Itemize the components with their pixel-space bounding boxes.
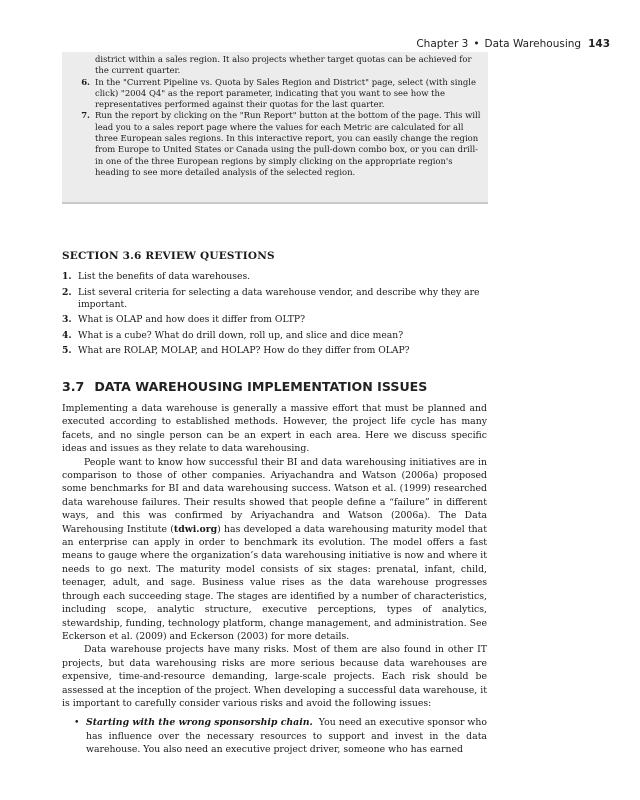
question-text: What is OLAP and how does it differ from OLTP? (78, 314, 306, 325)
question-text: What is a cube? What do drill down, roll up, and slice and dice mean? (78, 329, 404, 341)
step-item (62, 77, 486, 111)
step-text: district within a sales region. It also projects whether target quotas can be achieved for the current quarter. (95, 54, 472, 76)
step-item (62, 54, 486, 77)
step-text: Run the report by clicking on the "Run Report" button at the bottom of the page. This will lead you to a sales report page where the values for each Metric are calculated for all three European sales regions. In this interactive report, you can easily change the region from Europe to United States or Canada using the pull-down combo box, or you can drill-in one of the three European regions by simply clicking on the appropriate region's heading to see more detailed analysis of the selected region. (95, 110, 481, 177)
review-question (62, 271, 492, 283)
review-question (62, 287, 492, 311)
review-questions (62, 250, 492, 361)
header-separator: • (473, 38, 480, 50)
question-text: List the benefits of data warehouses. (78, 271, 251, 282)
question-number: 1. (62, 271, 72, 282)
paragraph-text: People want to know how successful their BI and data warehousing initiatives are in comparison to those of other companies. Ariyachandra and Watson (2006a) proposed some benchmarks for BI and data warehousing success. Watson et al. (1999) researched data warehouse failures. Their results showed that people define a “failure” in different ways, and this was confirmed by Ariyachandra and Watson (2006a). The Data Warehousing Institute ( (62, 456, 487, 535)
bullet-text: You need an executive sponsor who has influence over the necessary resources to support and invest in the data warehouse. You also need an executive project driver, someone who has earned (86, 717, 487, 756)
question-number: 2. (62, 286, 72, 298)
body-text (62, 402, 487, 757)
review-questions-title: SECTION 3.6 REVIEW QUESTIONS (62, 250, 275, 262)
bullet-item (62, 716, 487, 756)
paragraph: Data warehouse projects have many risks. Most of them are also found in other IT projects, but data warehousing risks are more serious because data warehouses are expensive, time-and-resource demanding, large-scale projects. Each risk should be assessed at the inception of the project. When developing a successful data warehouse, it is important to carefully consider various risks and avoid the following issues: (62, 644, 487, 709)
section-heading (62, 379, 427, 394)
review-question (62, 345, 492, 357)
paragraph (62, 456, 487, 644)
bullet-symbol: • (74, 717, 80, 729)
step-item (62, 110, 486, 178)
review-question (62, 330, 492, 342)
bullet-heading: Starting with the wrong sponsorship chain. (86, 717, 313, 729)
tdwi-link[interactable]: tdwi.org (173, 523, 218, 535)
question-number: 4. (62, 329, 72, 341)
step-text: In the "Current Pipeline vs. Quota by Sales Region and District" page, select (with single click) "2004 Q4" as the report parameter, indicating that you want to see how the representatives performed against their quotas for the last quarter. (95, 76, 476, 110)
question-number: 5. (62, 345, 72, 356)
step-number: 6. (81, 76, 90, 87)
running-header (416, 38, 610, 50)
page-number: 143 (588, 38, 610, 50)
question-text: List several criteria for selecting a data warehouse vendor, and describe why they are important. (78, 286, 480, 310)
paragraph: Implementing a data warehouse is generally a massive effort that must be planned and executed according to established methods. However, the project life cycle has many facets, and no single person can be an expert in each area. Here we discuss specific ideas and issues as they relate to data warehousing. (62, 403, 487, 455)
section-title: DATA WAREHOUSING IMPLEMENTATION ISSUES (94, 379, 428, 394)
question-text: What are ROLAP, MOLAP, and HOLAP? How do they differ from OLAP? (78, 345, 410, 356)
section-label: Data Warehousing (484, 38, 582, 50)
question-number: 3. (62, 314, 72, 325)
step-number: 7. (81, 110, 90, 121)
paragraph-text: ) has developed a data warehousing maturity model that an enterprise can apply in order to benchmark its evolution. The model offers a fast means to gauge where the organization’s data warehousing initiative is now and where it needs to go next. The maturity model consists of six stages: prenatal, infant, child, teenager, adult, and sage. Business value rises as the data warehouse progresses through each succeeding stage. The stages are identified by a number of characteristics, including scope, analytic structure, executive perceptions, types of analytics, stewardship, funding, technology platform, change management, and administration. See Eckerson et al. (2009) and Eckerson (2003) for more details. (62, 523, 487, 642)
bullet-body (86, 716, 487, 756)
section-number: 3.7 (62, 379, 85, 394)
chapter-label: Chapter 3 (416, 38, 469, 50)
exercise-steps (62, 54, 486, 178)
step-number (62, 54, 95, 77)
review-question (62, 314, 492, 326)
